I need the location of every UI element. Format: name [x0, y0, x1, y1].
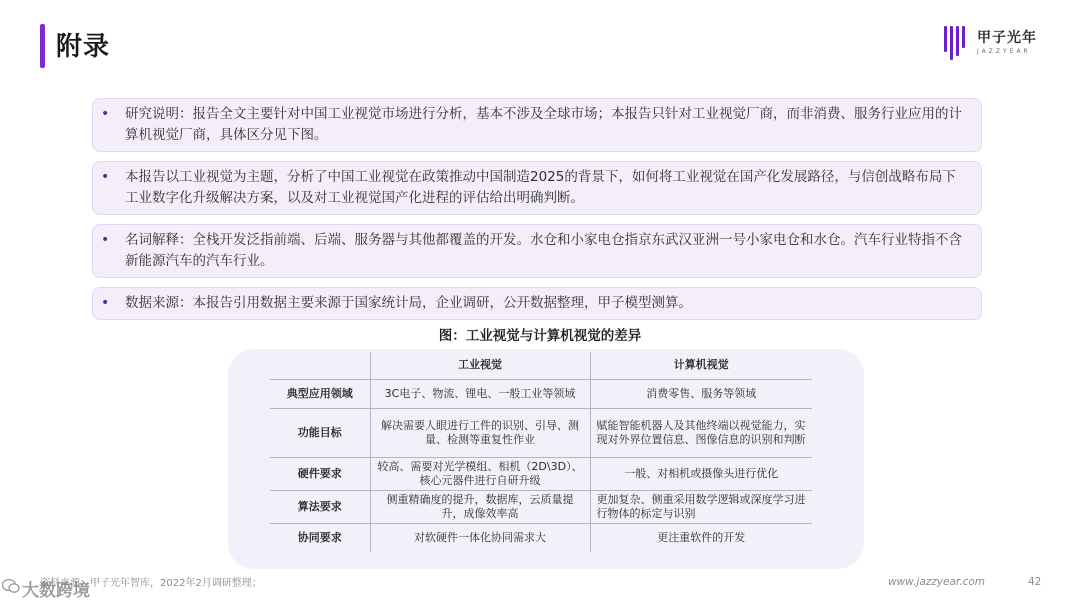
bullet-item	[92, 161, 982, 215]
logo-mark-icon	[944, 26, 970, 60]
cell-cv: 更注重软件的开发	[590, 523, 812, 552]
table-row	[270, 457, 812, 490]
bullet-item	[92, 287, 982, 320]
brand-logo	[944, 24, 1054, 64]
row-label: 协同要求	[270, 523, 370, 552]
cell-industrial: 对软硬件一体化协同需求大	[370, 523, 590, 552]
wechat-icon	[2, 578, 20, 594]
row-label: 功能目标	[270, 408, 370, 457]
bullet-dot-icon: •	[101, 169, 110, 185]
bullet-dot-icon: •	[101, 295, 110, 311]
row-label: 典型应用领域	[270, 379, 370, 408]
bullet-text: 本报告以工业视觉为主题，分析了中国工业视觉在政策推动中国制造2025的背景下，如何将工业视觉在国产化发展路径，与信创战略布局下工业数字化升级解决方案，以及对工业视觉国产化进程的评估给出明确判断。	[125, 169, 956, 206]
table-row	[270, 379, 812, 408]
page-title: 附录	[56, 32, 111, 62]
watermark-brand: 大数跨境	[22, 581, 90, 601]
title-accent-bar	[40, 24, 45, 68]
bullet-list	[92, 98, 982, 329]
logo-text-cn: 甲子光年	[977, 30, 1037, 46]
comparison-table	[270, 352, 812, 552]
bullet-dot-icon: •	[101, 106, 110, 122]
row-label: 算法要求	[270, 490, 370, 523]
cell-cv: 赋能智能机器人及其他终端以视觉能力，实现对外界位置信息、图像信息的识别和判断	[590, 408, 812, 457]
cell-industrial: 较高、需要对光学模组、相机（2D\3D）、核心元器件进行自研升级	[370, 457, 590, 490]
table-caption: 图：工业视觉与计算机视觉的差异	[438, 328, 642, 344]
bullet-text: 数据来源：本报告引用数据主要来源于国家统计局，企业调研，公开数据整理，甲子模型测算。	[125, 295, 692, 311]
bullet-text: 研究说明：报告全文主要针对中国工业视觉市场进行分析，基本不涉及全球市场；本报告只针对工业视觉厂商，而非消费、服务行业应用的计算机视觉厂商，具体区分见下图。	[125, 106, 962, 143]
cell-cv: 消费零售、服务等领域	[590, 379, 812, 408]
footer-source-note: 资料来源：甲子光年智库，2022年2月调研整理；	[40, 578, 262, 589]
bullet-item	[92, 224, 982, 278]
cell-industrial: 侧重精确度的提升，数据库，云质量提升，成像效率高	[370, 490, 590, 523]
cell-cv: 更加复杂、侧重采用数学逻辑或深度学习进行物体的标定与识别	[590, 490, 812, 523]
page-number: 42	[1028, 576, 1042, 588]
header-industrial-vision: 工业视觉	[370, 352, 590, 379]
row-label: 硬件要求	[270, 457, 370, 490]
header-computer-vision: 计算机视觉	[590, 352, 812, 379]
table-row	[270, 490, 812, 523]
logo-text-en: JAZZYEAR	[977, 48, 1031, 55]
header-corner	[270, 352, 370, 379]
cell-cv: 一般、对相机或摄像头进行优化	[590, 457, 812, 490]
bullet-text: 名词解释：全栈开发泛指前端、后端、服务器与其他都覆盖的开发。水仓和小家电仓指京东武汉亚洲一号小家电仓和水仓。汽车行业特指不含新能源汽车的汽车行业。	[125, 232, 962, 269]
cell-industrial: 解决需要人眼进行工件的识别、引导、测量、检测等重复性作业	[370, 408, 590, 457]
table-row	[270, 523, 812, 552]
cell-industrial: 3C电子、物流、锂电、一般工业等领域	[370, 379, 590, 408]
bullet-item	[92, 98, 982, 152]
table-row	[270, 408, 812, 457]
bullet-dot-icon: •	[101, 232, 110, 248]
table-header-row	[270, 352, 812, 379]
footer-url[interactable]: www.jazzyear.com	[888, 576, 986, 588]
